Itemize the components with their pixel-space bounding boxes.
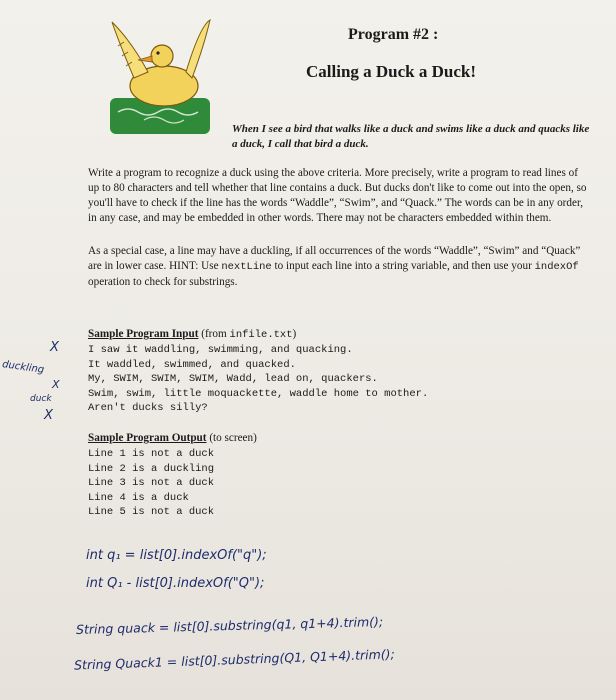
sample-input-heading [88,328,296,341]
special-case-text-3: operation to check for substrings. [88,276,238,288]
page-subtitle: Calling a Duck a Duck! [306,62,477,81]
sample-output-block [88,447,214,520]
input-line: Aren't ducks silly? [88,402,208,415]
special-case-text-2: to input each line into a string variable, and then use your [271,260,535,272]
sample-input-note-suffix: ) [292,328,297,340]
handwritten-code-line: String quack = list[0].substring(q1, q1+4).trim(); [75,613,384,638]
output-line: Line 3 is not a duck [88,477,215,490]
duck-illustration [104,16,216,138]
output-line: Line 2 is a duckling [88,462,215,475]
input-line: I saw it waddling, swimming, and quacking. [88,344,353,356]
code-indexof: indexOf [534,261,579,273]
handwritten-x-mark: X [44,408,53,423]
input-line: My, SWIM, SWIM, SWIM, Wadd, lead on, quackers. [88,373,378,386]
handwritten-x-mark: X [50,340,59,355]
code-nextline: nextLine [221,261,272,273]
handwritten-margin-duck: duck [30,394,52,404]
special-case-text-1: As a special case, a line may have a duckling, if all occurrences of the words “Waddle”, “Swim” and “Quack” are in lower case. HINT: Use [88,245,581,272]
sample-input-filename: infile.txt [229,329,293,341]
output-line: Line 5 is not a duck [88,506,215,519]
special-case-paragraph [88,244,588,290]
input-line: Swim, swim, little moquackette, waddle home to mother. [88,387,429,400]
sample-input-block [88,343,428,416]
sample-output-heading [88,432,257,444]
sample-output-note: (to screen) [206,432,257,444]
sample-input-title: Sample Program Input [88,328,199,340]
output-line: Line 4 is a duck [88,491,189,504]
handwritten-code-line: int Q₁ - list[0].indexOf("Q"); [86,576,265,591]
handwritten-code-line: String Quack1 = list[0].substring(Q1, Q1+4).trim(); [73,646,395,673]
output-line: Line 1 is not a duck [88,448,215,460]
page-title: Program #2 : [348,26,439,43]
instructions-paragraph: Write a program to recognize a duck using the above criteria. More precisely, write a program to read lines of up to 80 characters and tell whether that line contains a duck. But ducks don't like to come out into the open, so you'll have to check if the line has the words “Waddle”, “Swim”, and “Quack.” The words can be in any order, in any case, and may be embedded in other words. There may not be characters embedded within them. [88,167,587,224]
sample-input-note-prefix: (from [198,328,230,340]
input-line: It waddled, swimmed, and quacked. [88,358,296,371]
handwritten-code-line: int q₁ = list[0].indexOf("q"); [86,548,267,563]
handwritten-x-mark: X [52,378,60,391]
quote-text: When I see a bird that walks like a duck and swims like a duck and quacks like a duck, I call that bird a duck. [232,123,590,150]
sample-output-title: Sample Program Output [88,432,207,444]
handwritten-margin-duckling: duckling [1,359,45,376]
